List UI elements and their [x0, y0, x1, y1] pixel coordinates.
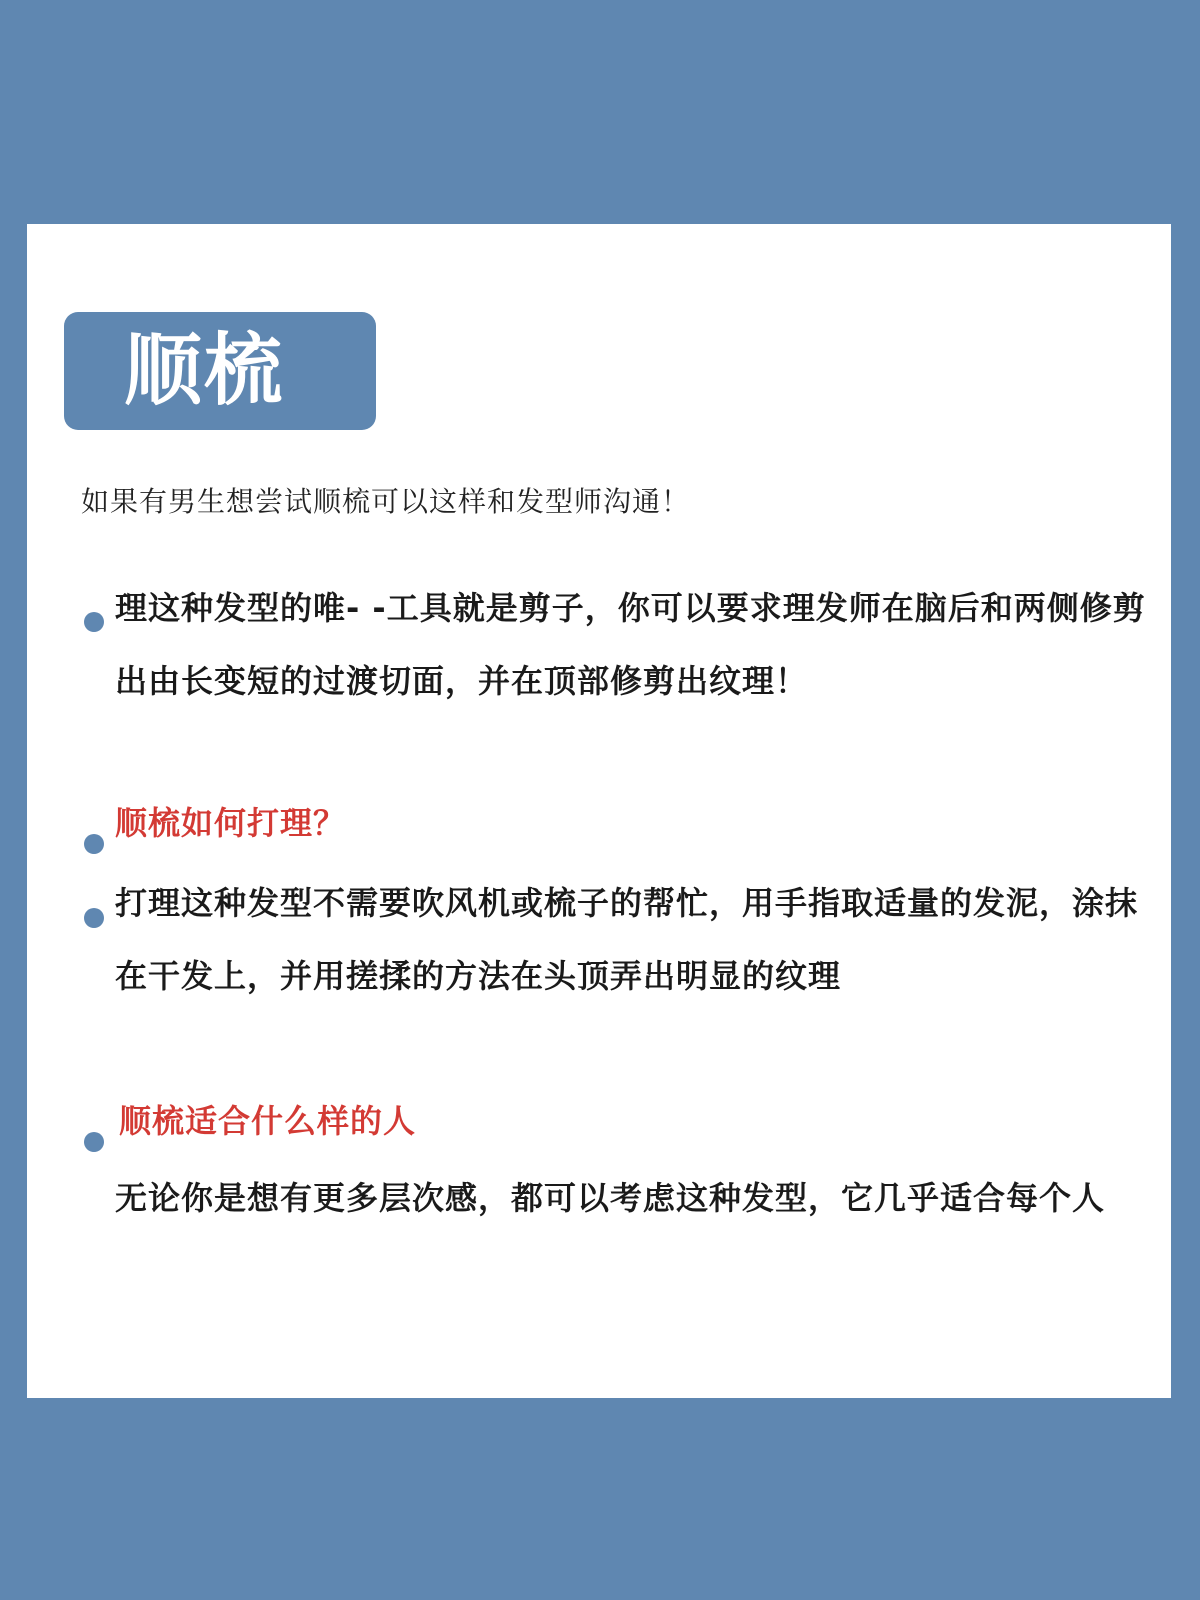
bullet-dot-icon	[84, 612, 104, 632]
section-2-text: 打理这种发型不需要吹风机或梳子的帮忙，用手指取适量的发泥，涂抹在干发上，并用搓揉的方法在头顶弄出明显的纹理	[115, 884, 1139, 995]
intro-text: 如果有男生想尝试顺梳可以这样和发型师沟通！	[81, 485, 691, 518]
section-2-heading: 顺梳如何打理？	[115, 804, 347, 842]
content-card	[27, 224, 1171, 1398]
bullet-dot-icon	[84, 1132, 104, 1152]
bullet-dot-icon	[84, 908, 104, 928]
title-tag	[64, 312, 376, 430]
bullet-dot-icon	[84, 834, 104, 854]
section-1-text: 理这种发型的唯- -工具就是剪子，你可以要求理发师在脑后和两侧修剪出由长变短的过渡切面，并在顶部修剪出纹理！	[115, 589, 1146, 700]
page-title: 顺梳	[124, 326, 285, 416]
section-3-heading: 顺梳适合什么样的人	[119, 1102, 417, 1140]
section-3-text: 无论你是想有更多层次感，都可以考虑这种发型，它几乎适合每个人	[115, 1179, 1106, 1217]
